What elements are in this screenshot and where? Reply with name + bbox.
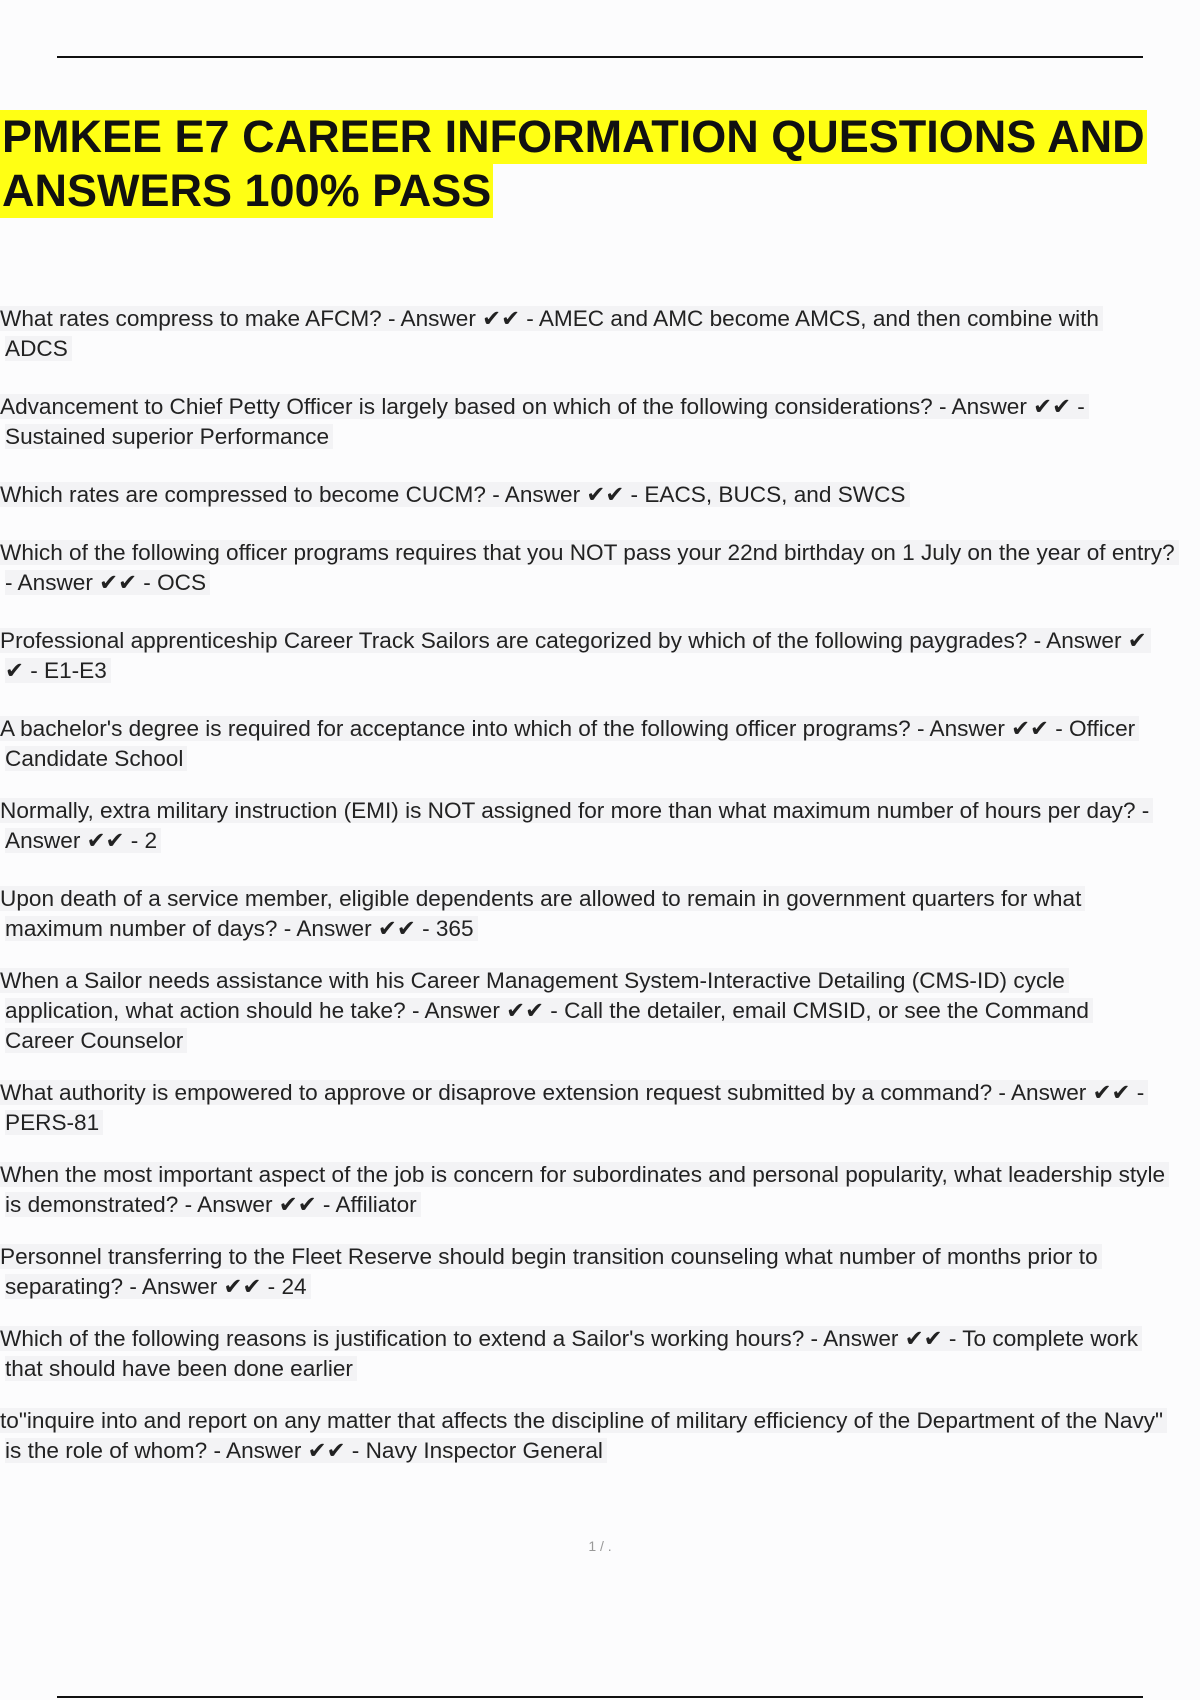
qa-continuation-line — [0, 1436, 1200, 1466]
qa-text: is the role of whom? - Answer ✔✔ - Navy Inspector General — [5, 1438, 607, 1463]
qa-item — [0, 1160, 1200, 1220]
bottom-rule — [57, 1696, 1143, 1698]
title-line-2: ANSWERS 100% PASS — [2, 165, 492, 216]
qa-question-line — [0, 626, 1200, 656]
qa-text: Upon death of a service member, eligible dependents are allowed to remain in government quarters for what — [0, 886, 1085, 911]
qa-item — [0, 966, 1200, 1056]
qa-item — [0, 538, 1200, 598]
qa-continuation-line — [0, 334, 1200, 364]
qa-text: that should have been done earlier — [5, 1356, 357, 1381]
qa-text: Personnel transferring to the Fleet Reserve should begin transition counseling what number of months prior to — [0, 1244, 1102, 1269]
qa-question-line — [0, 1242, 1200, 1272]
qa-text: Advancement to Chief Petty Officer is largely based on which of the following considerations? - Answer ✔✔ - — [0, 394, 1089, 419]
qa-question-line — [0, 714, 1200, 744]
qa-text: Professional apprenticeship Career Track Sailors are categorized by which of the following paygrades? - Answer ✔ — [0, 628, 1151, 653]
qa-text: Which rates are compressed to become CUCM? - Answer ✔✔ - EACS, BUCS, and SWCS — [0, 482, 910, 507]
qa-question-line — [0, 884, 1200, 914]
top-rule — [57, 56, 1143, 58]
qa-continuation-line — [0, 1026, 1200, 1056]
qa-continuation-line — [0, 744, 1200, 774]
qa-item — [0, 1078, 1200, 1138]
qa-text: A bachelor's degree is required for acceptance into which of the following officer programs? - Answer ✔✔ - Officer — [0, 716, 1139, 741]
page-number: 1 / . — [588, 1538, 612, 1554]
qa-text: Candidate School — [5, 746, 187, 771]
qa-question-line — [0, 538, 1200, 568]
qa-text: Normally, extra military instruction (EMI) is NOT assigned for more than what maximum number of hours per day? - — [0, 798, 1153, 823]
qa-text: separating? - Answer ✔✔ - 24 — [5, 1274, 311, 1299]
qa-item — [0, 480, 1200, 510]
document-title — [0, 110, 1200, 218]
qa-item — [0, 796, 1200, 856]
qa-list — [0, 304, 1200, 1466]
qa-text: Answer ✔✔ - 2 — [5, 828, 161, 853]
qa-continuation-line — [0, 1190, 1200, 1220]
qa-continuation-line — [0, 1354, 1200, 1384]
qa-continuation-line — [0, 996, 1200, 1026]
qa-text: What authority is empowered to approve or disaprove extension request submitted by a command? - Answer ✔✔ - — [0, 1080, 1148, 1105]
qa-text: When a Sailor needs assistance with his Career Management System-Interactive Detailing (CMS-ID) cycle — [0, 968, 1069, 993]
qa-continuation-line — [0, 914, 1200, 944]
qa-item — [0, 626, 1200, 686]
qa-question-line — [0, 304, 1200, 334]
qa-continuation-line — [0, 826, 1200, 856]
qa-question-line — [0, 480, 1200, 510]
qa-text: to"inquire into and report on any matter that affects the discipline of military efficiency of the Department of the Navy" — [0, 1408, 1167, 1433]
qa-text: Which of the following officer programs requires that you NOT pass your 22nd birthday on 1 July on the year of entry? — [0, 540, 1179, 565]
qa-text: maximum number of days? - Answer ✔✔ - 365 — [5, 916, 478, 941]
qa-item — [0, 1324, 1200, 1384]
qa-text: ADCS — [5, 336, 72, 361]
qa-question-line — [0, 1078, 1200, 1108]
qa-text: Career Counselor — [5, 1028, 187, 1053]
qa-text: is demonstrated? - Answer ✔✔ - Affiliator — [5, 1192, 421, 1217]
qa-question-line — [0, 1324, 1200, 1354]
qa-text: Which of the following reasons is justification to extend a Sailor's working hours? - Answer ✔✔ - To complete work — [0, 1326, 1142, 1351]
qa-item — [0, 714, 1200, 774]
qa-continuation-line — [0, 422, 1200, 452]
qa-text: application, what action should he take? - Answer ✔✔ - Call the detailer, email CMSID, or see the Command — [5, 998, 1093, 1023]
qa-question-line — [0, 966, 1200, 996]
qa-text: When the most important aspect of the job is concern for subordinates and personal popularity, what leadership style — [0, 1162, 1169, 1187]
qa-question-line — [0, 1406, 1200, 1436]
qa-text: What rates compress to make AFCM? - Answer ✔✔ - AMEC and AMC become AMCS, and then combine with — [0, 306, 1103, 331]
qa-item — [0, 1242, 1200, 1302]
title-line-1: PMKEE E7 CAREER INFORMATION QUESTIONS AND — [2, 111, 1145, 162]
qa-continuation-line — [0, 568, 1200, 598]
qa-question-line — [0, 1160, 1200, 1190]
qa-text: PERS-81 — [5, 1110, 103, 1135]
qa-item — [0, 884, 1200, 944]
qa-item — [0, 392, 1200, 452]
qa-text: Sustained superior Performance — [5, 424, 333, 449]
qa-question-line — [0, 796, 1200, 826]
qa-continuation-line — [0, 1108, 1200, 1138]
qa-text: ✔ - E1-E3 — [5, 658, 111, 683]
qa-item — [0, 304, 1200, 364]
qa-continuation-line — [0, 1272, 1200, 1302]
qa-item — [0, 1406, 1200, 1466]
qa-continuation-line — [0, 656, 1200, 686]
qa-text: - Answer ✔✔ - OCS — [5, 570, 210, 595]
qa-question-line — [0, 392, 1200, 422]
